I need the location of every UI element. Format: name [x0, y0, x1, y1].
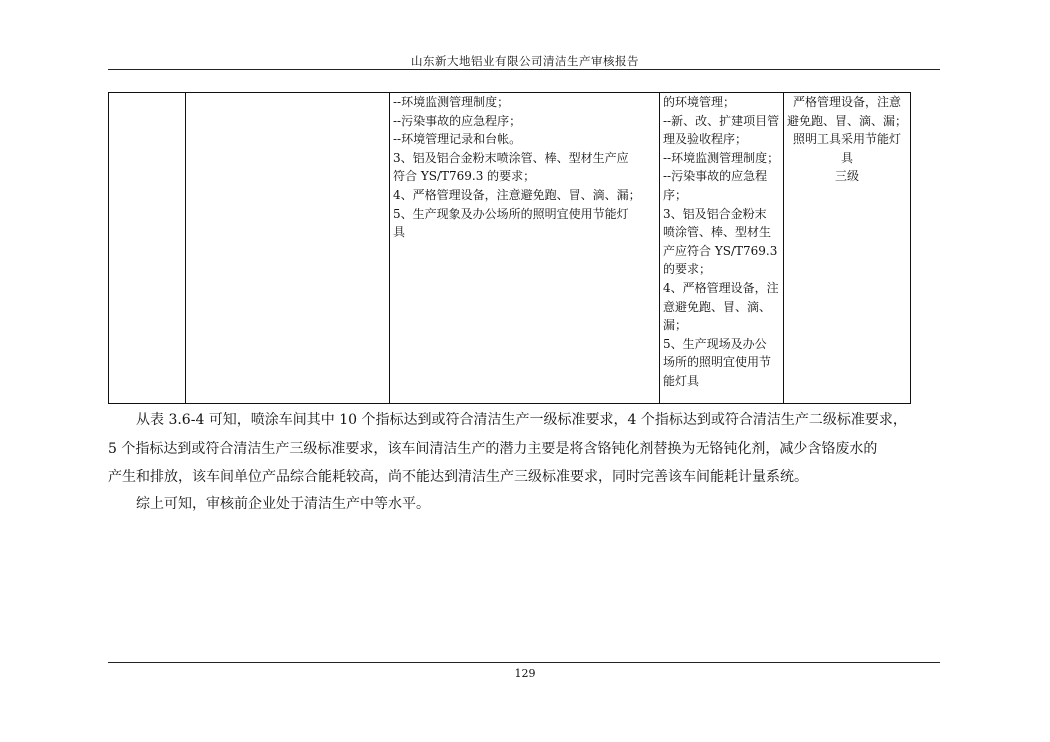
cell-line: 漏；	[663, 318, 688, 333]
cell-line: 4、严格管理设备，注意避免跑、冒、滴、漏；	[393, 187, 641, 202]
cell-line: 喷涂管、棒、型材生	[663, 225, 772, 240]
cell-line: --环境监测管理制度；	[663, 150, 780, 165]
paragraph-line: 5 个指标达到或符合清洁生产三级标准要求，该车间清洁生产的潜力主要是将含铬钝化剂替换为无铬钝化剂，减少含铬废水的	[108, 440, 878, 457]
cell-line: 严格管理设备，注意	[793, 95, 902, 109]
table-cell-category	[109, 93, 186, 404]
cell-line: 能灯具	[663, 373, 700, 388]
cell-line: 具	[393, 225, 406, 240]
cell-line: 5、生产现象及办公场所的照明宜使用节能灯	[393, 206, 629, 221]
paragraph-line: 综上可知，审核前企业处于清洁生产中等水平。	[136, 496, 430, 512]
table-cell-level-one-requirement	[390, 93, 660, 404]
table-row	[109, 93, 911, 404]
cell-line: 产应符合 YS/T769.3	[663, 243, 778, 258]
cell-line: 的环境管理；	[663, 95, 736, 109]
cell-line: 3、铝及铝合金粉末喷涂管、棒、型材生产应	[393, 150, 629, 165]
conclusion-paragraph	[108, 490, 940, 519]
cell-line: --环境管理记录和台帐。	[393, 132, 522, 147]
summary-paragraph	[108, 406, 940, 492]
table-cell-level-three-requirement	[660, 93, 784, 404]
cell-line: 场所的照明宜使用节	[663, 355, 772, 370]
paragraph-line: 产生和排放，该车间单位产品综合能耗较高，尚不能达到清洁生产三级标准要求，同时完善该车间能耗计量系统。	[108, 469, 808, 485]
cell-line: 的要求；	[663, 262, 712, 277]
cell-line: 具	[841, 150, 854, 165]
audit-table	[108, 92, 911, 404]
cell-line: --新、改、扩建项目管	[663, 113, 780, 128]
cell-line: 意避免跑、冒、滴、	[663, 299, 772, 314]
page-number: 129	[514, 667, 536, 680]
cell-line: 5、生产现场及办公	[663, 336, 767, 351]
cell-line: --污染事故的应急程序；	[393, 113, 522, 128]
cell-line: --污染事故的应急程	[663, 169, 768, 184]
footer-rule	[108, 662, 940, 663]
header-rule	[108, 69, 940, 70]
table-cell-enterprise-status	[784, 93, 911, 404]
cell-line: 三级	[835, 169, 860, 184]
cell-line: 符合 YS/T769.3 的要求；	[393, 169, 536, 184]
cell-line: 序；	[663, 187, 688, 202]
cell-line: 3、铝及铝合金粉末	[663, 206, 767, 221]
cell-line: 避免跑、冒、滴、漏；	[787, 113, 908, 128]
cell-line: 4、严格管理设备，注	[663, 280, 779, 295]
cell-line: 照明工具采用节能灯	[793, 132, 902, 147]
paragraph-line: 从表 3.6-4 可知，喷涂车间其中 10 个指标达到或符合清洁生产一级标准要求，4 个指标达到或符合清洁生产二级标准要求，	[136, 412, 907, 428]
cell-line: 理及验收程序；	[663, 132, 748, 147]
table-cell-indicator	[186, 93, 390, 404]
cell-line: --环境监测管理制度；	[393, 95, 510, 109]
page-header-title: 山东新大地铝业有限公司清洁生产审核报告	[411, 54, 639, 68]
